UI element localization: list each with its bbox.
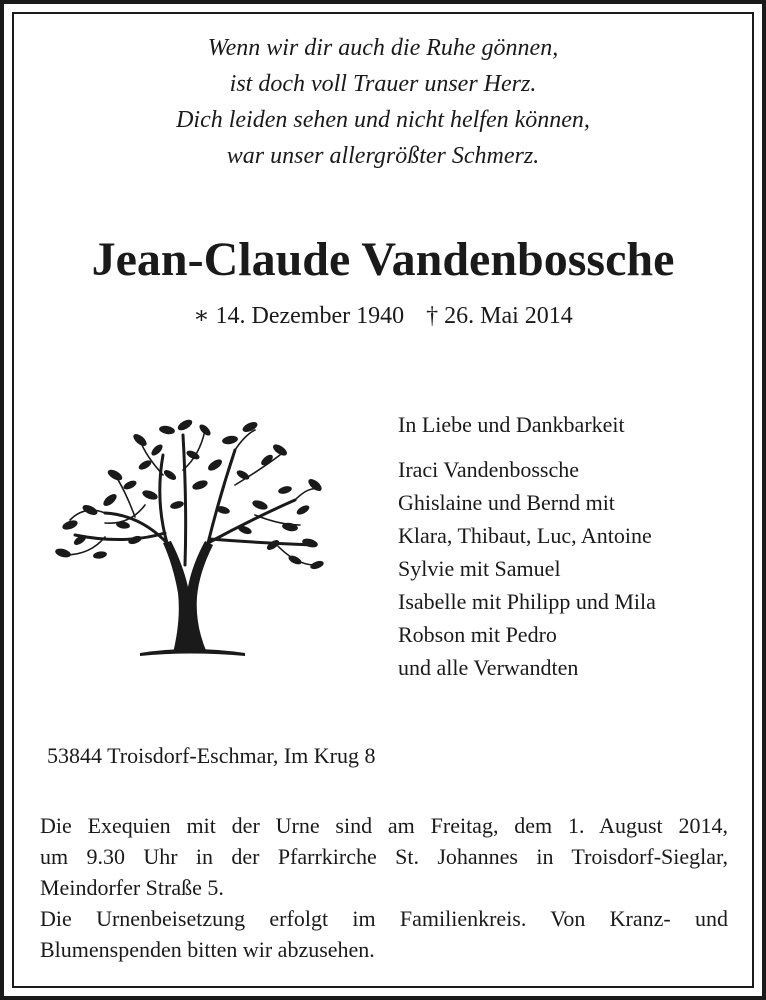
notice-line: Die Urnenbeisetzung erfolgt im Familienkreis. Von Kranz- und xyxy=(40,906,728,931)
family-member: Isabelle mit Philipp und Mila xyxy=(398,589,656,614)
death-date: † 26. Mai 2014 xyxy=(426,303,573,329)
poem-line: war unser allergrößter Schmerz. xyxy=(226,143,540,169)
family-member: Robson mit Pedro xyxy=(398,622,557,647)
notice-line: Meindorfer Straße 5. xyxy=(40,875,224,900)
funeral-notice xyxy=(40,810,728,965)
birth-date: ∗ 14. Dezember 1940 xyxy=(193,303,405,329)
poem-line: Wenn wir dir auch die Ruhe gönnen, xyxy=(207,35,559,61)
poem-line: ist doch voll Trauer unser Herz. xyxy=(229,71,537,97)
family-member: Iraci Vandenbossche xyxy=(398,457,580,482)
deceased-name: Jean-Claude Vandenbossche xyxy=(91,233,675,286)
family-member: Ghislaine und Bernd mit xyxy=(398,490,615,515)
family-member: und alle Verwandten xyxy=(398,655,579,680)
family-signature xyxy=(398,408,656,684)
notice-line: Blumenspenden bitten wir abzusehen. xyxy=(40,937,375,962)
family-member: Klara, Thibaut, Luc, Antoine xyxy=(398,523,652,548)
notice-line: Die Exequien mit der Urne sind am Freitag, dem 1. August 2014, xyxy=(40,813,728,838)
memorial-poem xyxy=(0,30,766,174)
mourning-address: 53844 Troisdorf-Eschmar, Im Krug 8 xyxy=(47,743,376,768)
dedication: In Liebe und Dankbarkeit xyxy=(398,412,625,437)
notice-line: um 9.30 Uhr in der Pfarrkirche St. Johannes in Troisdorf-Sieglar, xyxy=(40,844,728,869)
tree-icon xyxy=(45,415,335,660)
life-dates xyxy=(0,300,766,332)
family-member: Sylvie mit Samuel xyxy=(398,556,561,581)
poem-line: Dich leiden sehen und nicht helfen können, xyxy=(176,107,590,133)
